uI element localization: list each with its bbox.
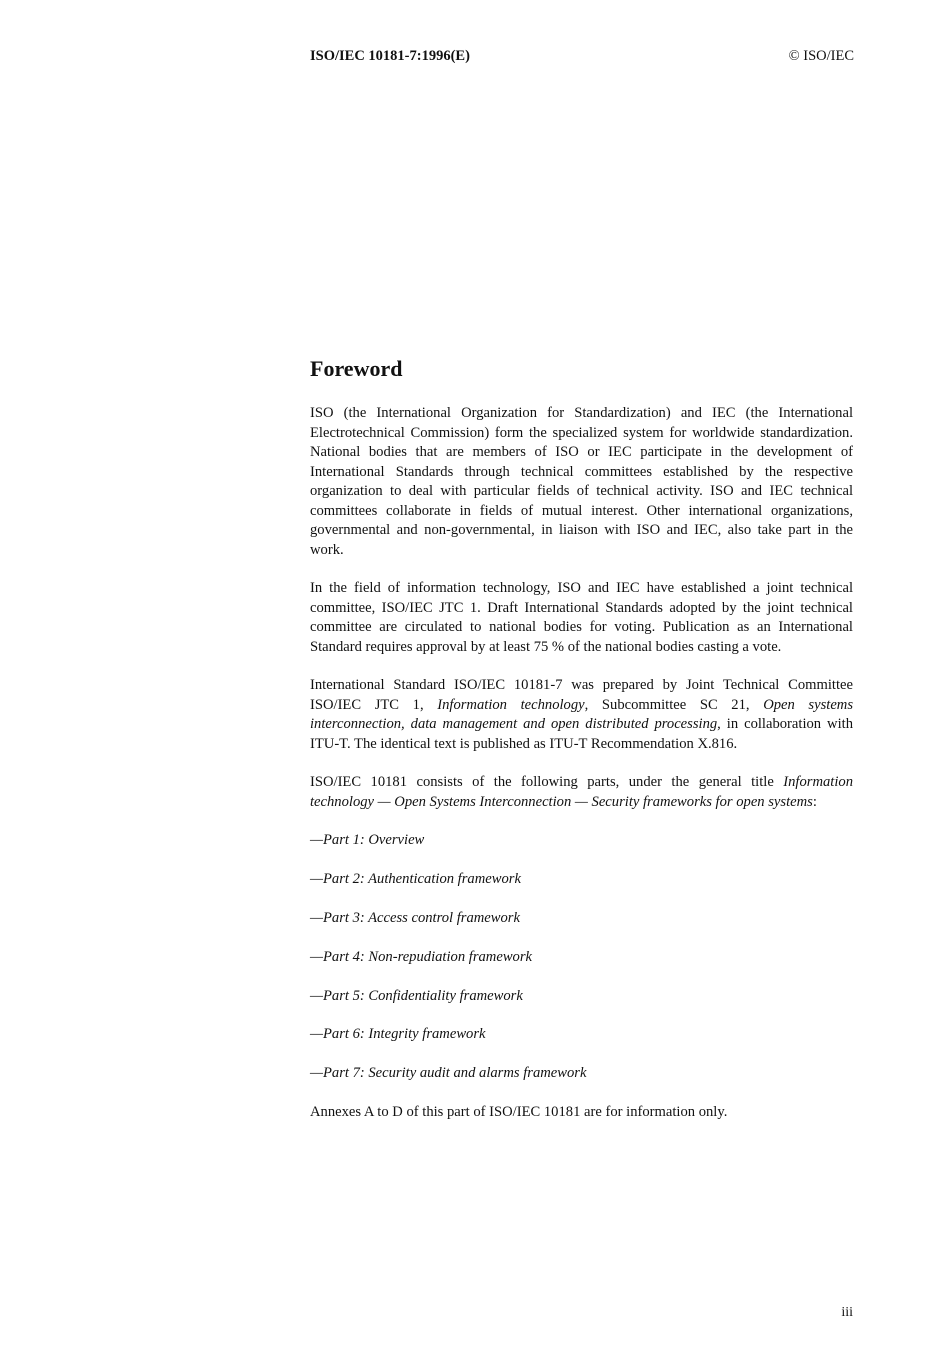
p4-text-c: :: [812, 793, 817, 810]
p3-text-a: International Standard ISO/IEC 10181-7 was prepared by Joint Technical Committee ISO/IEC JTC 1,: [310, 677, 853, 713]
paragraph-4: [310, 773, 853, 812]
p3-title-subcommittee: Open systems interconnection, data management and open distributed processing: [310, 696, 854, 732]
page-title: Foreword: [310, 356, 403, 381]
list-item: —Part 2: Authentication framework: [310, 870, 521, 887]
list-item: —Part 5: Confidentiality framework: [310, 987, 523, 1004]
annex-note: Annexes A to D of this part of ISO/IEC 10181 are for information only.: [310, 1104, 728, 1121]
p3-text-e: , in collaboration with ITU-T. The identical text is published as ITU-T Recommendation X.816.: [310, 716, 853, 752]
p4-general-title: Information technology — Open Systems Interconnection — Security frameworks for open systems: [310, 774, 853, 810]
list-item: —Part 6: Integrity framework: [310, 1026, 486, 1043]
p3-text-c: , Subcommittee SC 21,: [584, 696, 764, 713]
p3-title-info-tech: Information technology: [437, 696, 585, 713]
document-id: ISO/IEC 10181-7:1996(E): [310, 48, 470, 64]
list-item: —Part 7: Security audit and alarms framework: [310, 1065, 587, 1082]
paragraph-3: [310, 676, 853, 754]
p4-text-a: ISO/IEC 10181 consists of the following parts, under the general title: [310, 774, 784, 790]
page-number: iii: [841, 1305, 853, 1320]
parts-list: [310, 831, 853, 1084]
copyright-notice: © ISO/IEC: [788, 48, 854, 64]
foreword-section: [310, 355, 853, 1142]
paragraph-1: ISO (the International Organization for Standardization) and IEC (the International Electrotechnical Commission) form the specialized system for worldwide standardization. National bodies that are members of ISO or IEC participate in the development of International Standards through technical committees established by the respective organization to deal with particular fields of technical activity. ISO and IEC technical committees collaborate in fields of mutual interest. Other international organizations, governmental and non-governmental, in liaison with ISO and IEC, also take part in the work.: [310, 405, 853, 558]
paragraph-2: In the field of information technology, ISO and IEC have established a joint technical committee, ISO/IEC JTC 1. Draft International Standards adopted by the joint technical committee are circulated to national bodies for voting. Publication as an International Standard requires approval by at least 75 % of the national bodies casting a vote.: [310, 580, 853, 655]
list-item: —Part 1: Overview: [310, 832, 425, 848]
list-item: —Part 4: Non-repudiation framework: [310, 948, 533, 965]
list-item: —Part 3: Access control framework: [310, 909, 520, 926]
